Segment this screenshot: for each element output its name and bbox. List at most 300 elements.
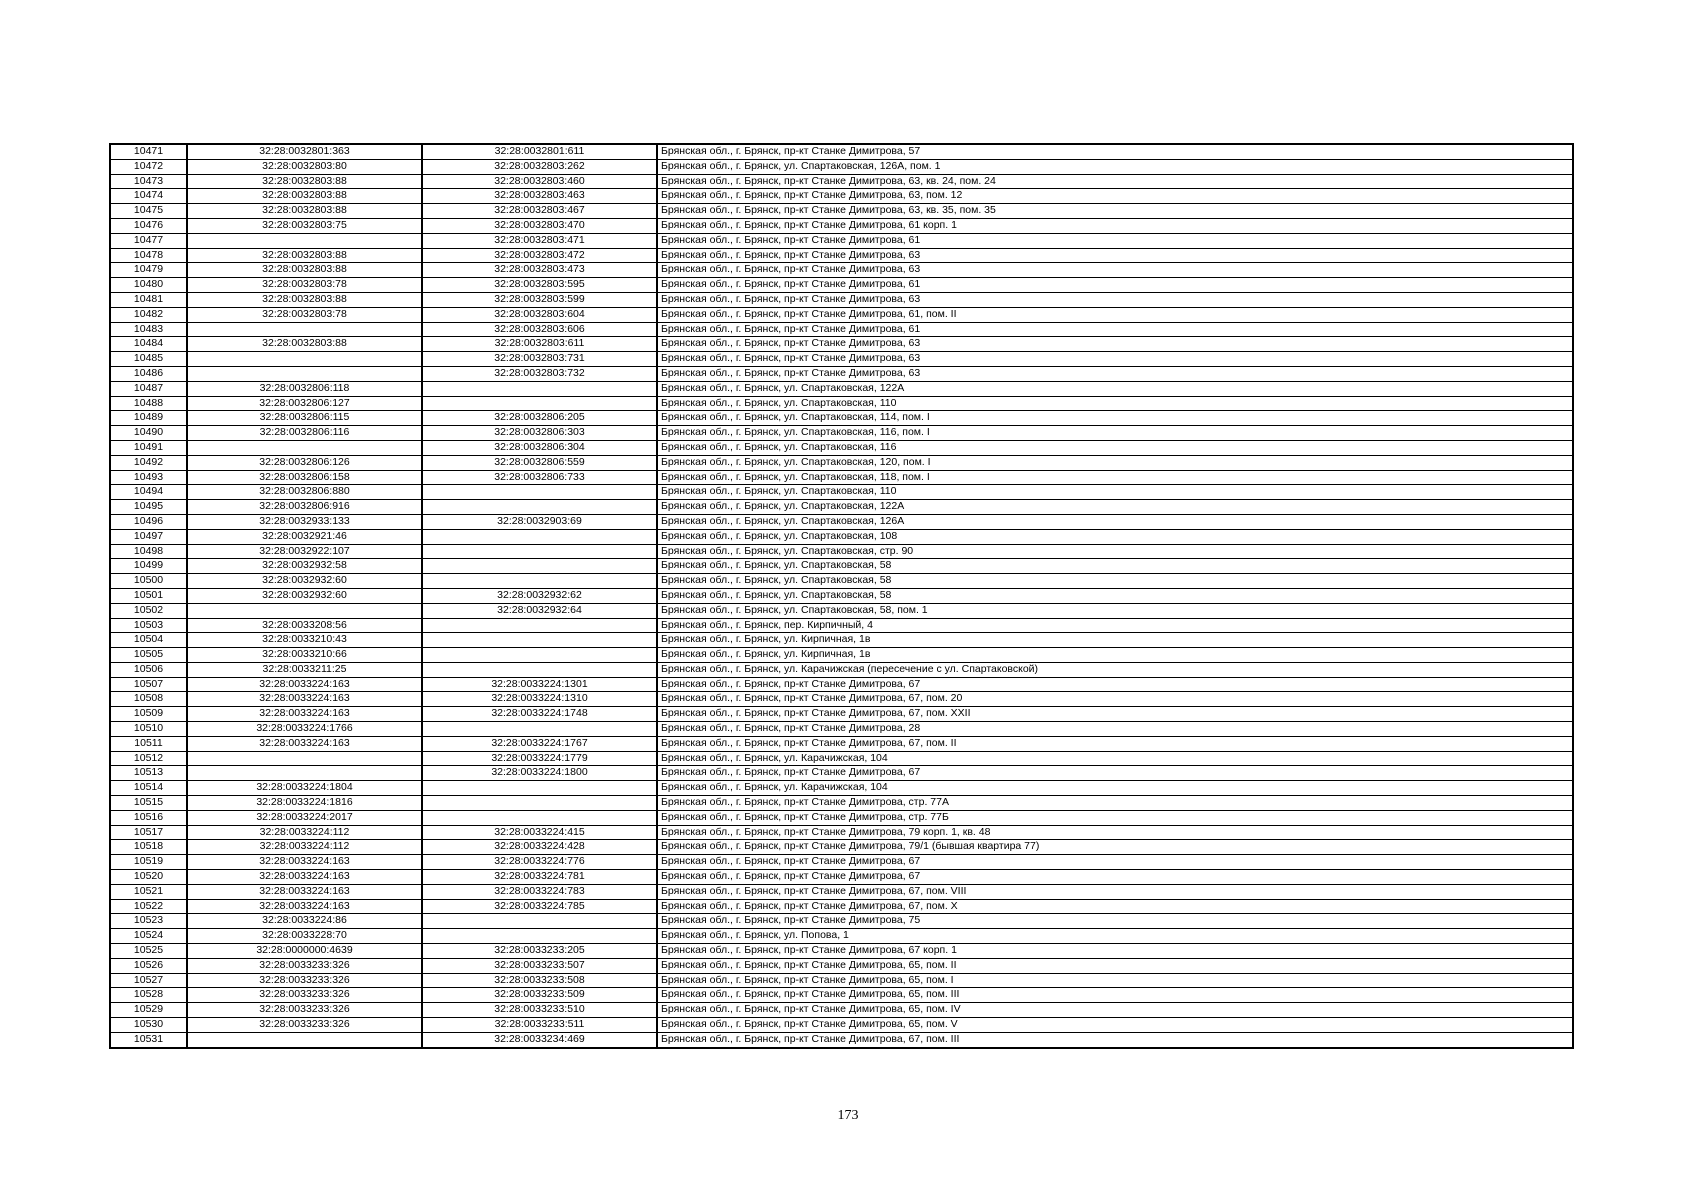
- building-cadastral-number-cell: 32:28:0032803:604: [422, 307, 657, 322]
- land-cadastral-number-cell: 32:28:0033224:163: [187, 677, 422, 692]
- row-number-cell: 10486: [110, 366, 187, 381]
- land-cadastral-number-cell: [187, 766, 422, 781]
- address-cell: Брянская обл., г. Брянск, ул. Спартаковская, 116: [657, 440, 1573, 455]
- land-cadastral-number-cell: 32:28:0032803:88: [187, 337, 422, 352]
- row-number-cell: 10529: [110, 1003, 187, 1018]
- building-cadastral-number-cell: 32:28:0032803:611: [422, 337, 657, 352]
- building-cadastral-number-cell: [422, 914, 657, 929]
- table-row: [110, 973, 1573, 988]
- table-row: [110, 603, 1573, 618]
- land-cadastral-number-cell: 32:28:0033224:1816: [187, 796, 422, 811]
- land-cadastral-number-cell: 32:28:0032801:363: [187, 144, 422, 159]
- building-cadastral-number-cell: 32:28:0033224:1748: [422, 707, 657, 722]
- table-row: [110, 174, 1573, 189]
- table-row: [110, 914, 1573, 929]
- land-cadastral-number-cell: 32:28:0032806:158: [187, 470, 422, 485]
- table-row: [110, 929, 1573, 944]
- table-row: [110, 1018, 1573, 1033]
- building-cadastral-number-cell: [422, 722, 657, 737]
- row-number-cell: 10484: [110, 337, 187, 352]
- row-number-cell: 10502: [110, 603, 187, 618]
- address-cell: Брянская обл., г. Брянск, пр-кт Станке Димитрова, 67, пом. III: [657, 1032, 1573, 1047]
- building-cadastral-number-cell: [422, 574, 657, 589]
- building-cadastral-number-cell: 32:28:0032803:470: [422, 218, 657, 233]
- table-row: [110, 1003, 1573, 1018]
- row-number-cell: 10521: [110, 884, 187, 899]
- land-cadastral-number-cell: [187, 233, 422, 248]
- building-cadastral-number-cell: 32:28:0032801:611: [422, 144, 657, 159]
- table-row: [110, 899, 1573, 914]
- table-row: [110, 352, 1573, 367]
- land-cadastral-number-cell: 32:28:0033224:163: [187, 884, 422, 899]
- land-cadastral-number-cell: 32:28:0033210:66: [187, 648, 422, 663]
- row-number-cell: 10526: [110, 958, 187, 973]
- table-row: [110, 588, 1573, 603]
- address-cell: Брянская обл., г. Брянск, ул. Спартаковская, 116, пом. I: [657, 426, 1573, 441]
- address-cell: Брянская обл., г. Брянск, пр-кт Станке Димитрова, 79/1 (бывшая квартира 77): [657, 840, 1573, 855]
- building-cadastral-number-cell: 32:28:0033224:1779: [422, 751, 657, 766]
- building-cadastral-number-cell: 32:28:0032803:473: [422, 263, 657, 278]
- building-cadastral-number-cell: 32:28:0032803:595: [422, 278, 657, 293]
- table-row: [110, 574, 1573, 589]
- land-cadastral-number-cell: 32:28:0032806:916: [187, 500, 422, 515]
- land-cadastral-number-cell: 32:28:0033233:326: [187, 958, 422, 973]
- address-cell: Брянская обл., г. Брянск, пр-кт Станке Димитрова, стр. 77А: [657, 796, 1573, 811]
- registry-table: [109, 143, 1574, 1049]
- row-number-cell: 10491: [110, 440, 187, 455]
- table-row: [110, 337, 1573, 352]
- address-cell: Брянская обл., г. Брянск, пр-кт Станке Димитрова, 67: [657, 855, 1573, 870]
- table-row: [110, 159, 1573, 174]
- table-row: [110, 529, 1573, 544]
- land-cadastral-number-cell: 32:28:0032933:133: [187, 514, 422, 529]
- land-cadastral-number-cell: 32:28:0032922:107: [187, 544, 422, 559]
- address-cell: Брянская обл., г. Брянск, пр-кт Станке Димитрова, 63: [657, 248, 1573, 263]
- table-row: [110, 707, 1573, 722]
- table-row: [110, 633, 1573, 648]
- row-number-cell: 10492: [110, 455, 187, 470]
- building-cadastral-number-cell: 32:28:0032803:460: [422, 174, 657, 189]
- land-cadastral-number-cell: 32:28:0033233:326: [187, 988, 422, 1003]
- building-cadastral-number-cell: [422, 648, 657, 663]
- address-cell: Брянская обл., г. Брянск, пр-кт Станке Димитрова, 65, пом. III: [657, 988, 1573, 1003]
- address-cell: Брянская обл., г. Брянск, ул. Карачижская (пересечение с ул. Спартаковской): [657, 662, 1573, 677]
- table-row: [110, 884, 1573, 899]
- land-cadastral-number-cell: 32:28:0032803:78: [187, 307, 422, 322]
- table-row: [110, 751, 1573, 766]
- address-cell: Брянская обл., г. Брянск, пр-кт Станке Димитрова, стр. 77Б: [657, 810, 1573, 825]
- address-cell: Брянская обл., г. Брянск, ул. Спартаковская, 122А: [657, 381, 1573, 396]
- address-cell: Брянская обл., г. Брянск, пр-кт Станке Димитрова, 63: [657, 366, 1573, 381]
- address-cell: Брянская обл., г. Брянск, пр-кт Станке Димитрова, 61, пом. II: [657, 307, 1573, 322]
- table-row: [110, 263, 1573, 278]
- building-cadastral-number-cell: 32:28:0032803:463: [422, 189, 657, 204]
- building-cadastral-number-cell: 32:28:0033224:781: [422, 870, 657, 885]
- table-row: [110, 781, 1573, 796]
- table-row: [110, 840, 1573, 855]
- table-row: [110, 692, 1573, 707]
- table-row: [110, 796, 1573, 811]
- address-cell: Брянская обл., г. Брянск, пр-кт Станке Димитрова, 79 корп. 1, кв. 48: [657, 825, 1573, 840]
- address-cell: Брянская обл., г. Брянск, пр-кт Станке Димитрова, 65, пом. IV: [657, 1003, 1573, 1018]
- address-cell: Брянская обл., г. Брянск, пр-кт Станке Димитрова, 63: [657, 292, 1573, 307]
- building-cadastral-number-cell: [422, 662, 657, 677]
- building-cadastral-number-cell: 32:28:0033224:415: [422, 825, 657, 840]
- address-cell: Брянская обл., г. Брянск, пр-кт Станке Димитрова, 61: [657, 322, 1573, 337]
- address-cell: Брянская обл., г. Брянск, ул. Спартаковская, 58, пом. 1: [657, 603, 1573, 618]
- address-cell: Брянская обл., г. Брянск, ул. Спартаковская, 120, пом. I: [657, 455, 1573, 470]
- land-cadastral-number-cell: 32:28:0033233:326: [187, 1003, 422, 1018]
- address-cell: Брянская обл., г. Брянск, пр-кт Станке Димитрова, 65, пом. II: [657, 958, 1573, 973]
- row-number-cell: 10478: [110, 248, 187, 263]
- row-number-cell: 10480: [110, 278, 187, 293]
- building-cadastral-number-cell: 32:28:0032803:471: [422, 233, 657, 248]
- land-cadastral-number-cell: 32:28:0032803:88: [187, 189, 422, 204]
- building-cadastral-number-cell: 32:28:0032903:69: [422, 514, 657, 529]
- land-cadastral-number-cell: 32:28:0033224:1804: [187, 781, 422, 796]
- table-row: [110, 810, 1573, 825]
- land-cadastral-number-cell: 32:28:0032932:60: [187, 574, 422, 589]
- building-cadastral-number-cell: [422, 381, 657, 396]
- row-number-cell: 10498: [110, 544, 187, 559]
- address-cell: Брянская обл., г. Брянск, пр-кт Станке Димитрова, 65, пом. V: [657, 1018, 1573, 1033]
- building-cadastral-number-cell: 32:28:0033233:509: [422, 988, 657, 1003]
- land-cadastral-number-cell: 32:28:0032921:46: [187, 529, 422, 544]
- address-cell: Брянская обл., г. Брянск, пр-кт Станке Димитрова, 63, кв. 35, пом. 35: [657, 204, 1573, 219]
- row-number-cell: 10522: [110, 899, 187, 914]
- address-cell: Брянская обл., г. Брянск, ул. Спартаковская, 58: [657, 574, 1573, 589]
- row-number-cell: 10495: [110, 500, 187, 515]
- address-cell: Брянская обл., г. Брянск, ул. Спартаковская, 108: [657, 529, 1573, 544]
- building-cadastral-number-cell: 32:28:0032806:733: [422, 470, 657, 485]
- land-cadastral-number-cell: [187, 352, 422, 367]
- table-row: [110, 381, 1573, 396]
- building-cadastral-number-cell: 32:28:0033233:507: [422, 958, 657, 973]
- address-cell: Брянская обл., г. Брянск, пр-кт Станке Димитрова, 67: [657, 766, 1573, 781]
- address-cell: Брянская обл., г. Брянск, пр-кт Станке Димитрова, 67: [657, 677, 1573, 692]
- row-number-cell: 10512: [110, 751, 187, 766]
- land-cadastral-number-cell: 32:28:0032806:115: [187, 411, 422, 426]
- building-cadastral-number-cell: 32:28:0032806:205: [422, 411, 657, 426]
- address-cell: Брянская обл., г. Брянск, пр-кт Станке Димитрова, 63: [657, 337, 1573, 352]
- land-cadastral-number-cell: 32:28:0033224:2017: [187, 810, 422, 825]
- building-cadastral-number-cell: [422, 559, 657, 574]
- building-cadastral-number-cell: [422, 396, 657, 411]
- row-number-cell: 10488: [110, 396, 187, 411]
- row-number-cell: 10515: [110, 796, 187, 811]
- table-row: [110, 455, 1573, 470]
- land-cadastral-number-cell: 32:28:0032803:88: [187, 174, 422, 189]
- building-cadastral-number-cell: 32:28:0033224:1800: [422, 766, 657, 781]
- address-cell: Брянская обл., г. Брянск, пр-кт Станке Димитрова, 75: [657, 914, 1573, 929]
- land-cadastral-number-cell: [187, 751, 422, 766]
- building-cadastral-number-cell: 32:28:0032803:606: [422, 322, 657, 337]
- row-number-cell: 10520: [110, 870, 187, 885]
- row-number-cell: 10517: [110, 825, 187, 840]
- address-cell: Брянская обл., г. Брянск, пр-кт Станке Димитрова, 63: [657, 352, 1573, 367]
- table-row: [110, 544, 1573, 559]
- row-number-cell: 10506: [110, 662, 187, 677]
- building-cadastral-number-cell: 32:28:0032803:262: [422, 159, 657, 174]
- table-row: [110, 958, 1573, 973]
- land-cadastral-number-cell: 32:28:0033224:112: [187, 825, 422, 840]
- row-number-cell: 10471: [110, 144, 187, 159]
- land-cadastral-number-cell: 32:28:0032803:78: [187, 278, 422, 293]
- table-row: [110, 559, 1573, 574]
- table-row: [110, 292, 1573, 307]
- row-number-cell: 10530: [110, 1018, 187, 1033]
- table-row: [110, 677, 1573, 692]
- row-number-cell: 10475: [110, 204, 187, 219]
- land-cadastral-number-cell: 32:28:0032803:88: [187, 248, 422, 263]
- building-cadastral-number-cell: 32:28:0032806:559: [422, 455, 657, 470]
- building-cadastral-number-cell: [422, 618, 657, 633]
- address-cell: Брянская обл., г. Брянск, пр-кт Станке Димитрова, 67, пом. VIII: [657, 884, 1573, 899]
- row-number-cell: 10496: [110, 514, 187, 529]
- row-number-cell: 10487: [110, 381, 187, 396]
- building-cadastral-number-cell: 32:28:0033224:783: [422, 884, 657, 899]
- table-row: [110, 307, 1573, 322]
- land-cadastral-number-cell: [187, 366, 422, 381]
- table-row: [110, 218, 1573, 233]
- table-row: [110, 618, 1573, 633]
- row-number-cell: 10501: [110, 588, 187, 603]
- land-cadastral-number-cell: 32:28:0033233:326: [187, 1018, 422, 1033]
- row-number-cell: 10483: [110, 322, 187, 337]
- building-cadastral-number-cell: 32:28:0032932:62: [422, 588, 657, 603]
- address-cell: Брянская обл., г. Брянск, пр-кт Станке Димитрова, 61: [657, 233, 1573, 248]
- address-cell: Брянская обл., г. Брянск, пр-кт Станке Димитрова, 67, пом. II: [657, 736, 1573, 751]
- land-cadastral-number-cell: 32:28:0032806:118: [187, 381, 422, 396]
- land-cadastral-number-cell: 32:28:0033224:163: [187, 736, 422, 751]
- row-number-cell: 10531: [110, 1032, 187, 1047]
- row-number-cell: 10519: [110, 855, 187, 870]
- table-row: [110, 500, 1573, 515]
- building-cadastral-number-cell: [422, 810, 657, 825]
- building-cadastral-number-cell: [422, 633, 657, 648]
- building-cadastral-number-cell: 32:28:0033234:469: [422, 1032, 657, 1047]
- address-cell: Брянская обл., г. Брянск, ул. Карачижская, 104: [657, 781, 1573, 796]
- row-number-cell: 10505: [110, 648, 187, 663]
- row-number-cell: 10472: [110, 159, 187, 174]
- table-row: [110, 870, 1573, 885]
- address-cell: Брянская обл., г. Брянск, ул. Спартаковская, 118, пом. I: [657, 470, 1573, 485]
- table-row: [110, 322, 1573, 337]
- table-row: [110, 736, 1573, 751]
- row-number-cell: 10485: [110, 352, 187, 367]
- address-cell: Брянская обл., г. Брянск, пр-кт Станке Димитрова, 67, пом. X: [657, 899, 1573, 914]
- table-row: [110, 426, 1573, 441]
- building-cadastral-number-cell: 32:28:0032803:599: [422, 292, 657, 307]
- page-number: 173: [837, 1108, 859, 1123]
- table-row: [110, 411, 1573, 426]
- land-cadastral-number-cell: 32:28:0032806:880: [187, 485, 422, 500]
- table-row: [110, 366, 1573, 381]
- address-cell: Брянская обл., г. Брянск, ул. Карачижская, 104: [657, 751, 1573, 766]
- building-cadastral-number-cell: [422, 544, 657, 559]
- row-number-cell: 10489: [110, 411, 187, 426]
- building-cadastral-number-cell: [422, 485, 657, 500]
- building-cadastral-number-cell: 32:28:0033233:205: [422, 944, 657, 959]
- row-number-cell: 10516: [110, 810, 187, 825]
- row-number-cell: 10474: [110, 189, 187, 204]
- registry-table-body: [110, 144, 1573, 1048]
- building-cadastral-number-cell: [422, 500, 657, 515]
- land-cadastral-number-cell: 32:28:0033228:70: [187, 929, 422, 944]
- building-cadastral-number-cell: 32:28:0032803:472: [422, 248, 657, 263]
- table-row: [110, 248, 1573, 263]
- row-number-cell: 10490: [110, 426, 187, 441]
- row-number-cell: 10527: [110, 973, 187, 988]
- address-cell: Брянская обл., г. Брянск, пр-кт Станке Димитрова, 28: [657, 722, 1573, 737]
- table-row: [110, 662, 1573, 677]
- row-number-cell: 10504: [110, 633, 187, 648]
- address-cell: Брянская обл., г. Брянск, ул. Спартаковская, 110: [657, 485, 1573, 500]
- building-cadastral-number-cell: 32:28:0033224:1301: [422, 677, 657, 692]
- row-number-cell: 10499: [110, 559, 187, 574]
- row-number-cell: 10524: [110, 929, 187, 944]
- table-row: [110, 189, 1573, 204]
- building-cadastral-number-cell: 32:28:0032803:732: [422, 366, 657, 381]
- building-cadastral-number-cell: 32:28:0033224:428: [422, 840, 657, 855]
- row-number-cell: 10513: [110, 766, 187, 781]
- address-cell: Брянская обл., г. Брянск, пр-кт Станке Димитрова, 63, пом. 12: [657, 189, 1573, 204]
- address-cell: Брянская обл., г. Брянск, пр-кт Станке Димитрова, 67: [657, 870, 1573, 885]
- row-number-cell: 10493: [110, 470, 187, 485]
- row-number-cell: 10518: [110, 840, 187, 855]
- table-row: [110, 855, 1573, 870]
- building-cadastral-number-cell: [422, 529, 657, 544]
- address-cell: Брянская обл., г. Брянск, пр-кт Станке Димитрова, 63, кв. 24, пом. 24: [657, 174, 1573, 189]
- table-row: [110, 485, 1573, 500]
- row-number-cell: 10481: [110, 292, 187, 307]
- address-cell: Брянская обл., г. Брянск, пр-кт Станке Димитрова, 67, пом. 20: [657, 692, 1573, 707]
- address-cell: Брянская обл., г. Брянск, ул. Кирпичная, 1в: [657, 648, 1573, 663]
- land-cadastral-number-cell: 32:28:0033224:163: [187, 692, 422, 707]
- address-cell: Брянская обл., г. Брянск, ул. Спартаковская, стр. 90: [657, 544, 1573, 559]
- building-cadastral-number-cell: 32:28:0033233:510: [422, 1003, 657, 1018]
- row-number-cell: 10508: [110, 692, 187, 707]
- table-row: [110, 514, 1573, 529]
- land-cadastral-number-cell: 32:28:0032932:58: [187, 559, 422, 574]
- building-cadastral-number-cell: 32:28:0032932:64: [422, 603, 657, 618]
- land-cadastral-number-cell: [187, 603, 422, 618]
- building-cadastral-number-cell: 32:28:0032806:304: [422, 440, 657, 455]
- table-row: [110, 944, 1573, 959]
- building-cadastral-number-cell: 32:28:0033233:511: [422, 1018, 657, 1033]
- address-cell: Брянская обл., г. Брянск, ул. Кирпичная, 1в: [657, 633, 1573, 648]
- row-number-cell: 10509: [110, 707, 187, 722]
- table-row: [110, 233, 1573, 248]
- table-row: [110, 648, 1573, 663]
- table-row: [110, 204, 1573, 219]
- land-cadastral-number-cell: 32:28:0033208:56: [187, 618, 422, 633]
- table-row: [110, 766, 1573, 781]
- land-cadastral-number-cell: [187, 440, 422, 455]
- land-cadastral-number-cell: 32:28:0032803:88: [187, 292, 422, 307]
- address-cell: Брянская обл., г. Брянск, ул. Спартаковская, 122А: [657, 500, 1573, 515]
- building-cadastral-number-cell: 32:28:0033233:508: [422, 973, 657, 988]
- land-cadastral-number-cell: 32:28:0032803:75: [187, 218, 422, 233]
- land-cadastral-number-cell: 32:28:0033211:25: [187, 662, 422, 677]
- land-cadastral-number-cell: 32:28:0032932:60: [187, 588, 422, 603]
- land-cadastral-number-cell: 32:28:0033224:1766: [187, 722, 422, 737]
- land-cadastral-number-cell: 32:28:0033224:163: [187, 707, 422, 722]
- row-number-cell: 10525: [110, 944, 187, 959]
- address-cell: Брянская обл., г. Брянск, ул. Попова, 1: [657, 929, 1573, 944]
- address-cell: Брянская обл., г. Брянск, ул. Спартаковская, 58: [657, 559, 1573, 574]
- address-cell: Брянская обл., г. Брянск, пер. Кирпичный, 4: [657, 618, 1573, 633]
- land-cadastral-number-cell: 32:28:0000000:4639: [187, 944, 422, 959]
- land-cadastral-number-cell: 32:28:0033224:163: [187, 899, 422, 914]
- row-number-cell: 10494: [110, 485, 187, 500]
- row-number-cell: 10479: [110, 263, 187, 278]
- address-cell: Брянская обл., г. Брянск, пр-кт Станке Димитрова, 57: [657, 144, 1573, 159]
- row-number-cell: 10477: [110, 233, 187, 248]
- table-row: [110, 278, 1573, 293]
- building-cadastral-number-cell: 32:28:0032806:303: [422, 426, 657, 441]
- land-cadastral-number-cell: 32:28:0033233:326: [187, 973, 422, 988]
- land-cadastral-number-cell: 32:28:0032806:127: [187, 396, 422, 411]
- land-cadastral-number-cell: 32:28:0033224:163: [187, 855, 422, 870]
- building-cadastral-number-cell: 32:28:0032803:731: [422, 352, 657, 367]
- address-cell: Брянская обл., г. Брянск, ул. Спартаковская, 114, пом. I: [657, 411, 1573, 426]
- land-cadastral-number-cell: 32:28:0032803:88: [187, 204, 422, 219]
- address-cell: Брянская обл., г. Брянск, ул. Спартаковская, 126А: [657, 514, 1573, 529]
- address-cell: Брянская обл., г. Брянск, ул. Спартаковская, 58: [657, 588, 1573, 603]
- address-cell: Брянская обл., г. Брянск, пр-кт Станке Димитрова, 67, пом. XXII: [657, 707, 1573, 722]
- land-cadastral-number-cell: 32:28:0032806:116: [187, 426, 422, 441]
- land-cadastral-number-cell: 32:28:0033224:163: [187, 870, 422, 885]
- table-row: [110, 722, 1573, 737]
- address-cell: Брянская обл., г. Брянск, ул. Спартаковская, 126А, пом. 1: [657, 159, 1573, 174]
- table-row: [110, 396, 1573, 411]
- building-cadastral-number-cell: [422, 796, 657, 811]
- row-number-cell: 10523: [110, 914, 187, 929]
- row-number-cell: 10476: [110, 218, 187, 233]
- building-cadastral-number-cell: [422, 929, 657, 944]
- row-number-cell: 10497: [110, 529, 187, 544]
- address-cell: Брянская обл., г. Брянск, пр-кт Станке Димитрова, 63: [657, 263, 1573, 278]
- row-number-cell: 10514: [110, 781, 187, 796]
- land-cadastral-number-cell: 32:28:0032806:126: [187, 455, 422, 470]
- building-cadastral-number-cell: 32:28:0033224:1310: [422, 692, 657, 707]
- row-number-cell: 10507: [110, 677, 187, 692]
- address-cell: Брянская обл., г. Брянск, пр-кт Станке Димитрова, 65, пом. I: [657, 973, 1573, 988]
- land-cadastral-number-cell: 32:28:0033224:86: [187, 914, 422, 929]
- table-row: [110, 470, 1573, 485]
- address-cell: Брянская обл., г. Брянск, пр-кт Станке Димитрова, 67 корп. 1: [657, 944, 1573, 959]
- table-row: [110, 988, 1573, 1003]
- row-number-cell: 10473: [110, 174, 187, 189]
- building-cadastral-number-cell: [422, 781, 657, 796]
- row-number-cell: 10482: [110, 307, 187, 322]
- row-number-cell: 10528: [110, 988, 187, 1003]
- land-cadastral-number-cell: [187, 322, 422, 337]
- table-row: [110, 144, 1573, 159]
- address-cell: Брянская обл., г. Брянск, пр-кт Станке Димитрова, 61: [657, 278, 1573, 293]
- table-row: [110, 440, 1573, 455]
- land-cadastral-number-cell: [187, 1032, 422, 1047]
- row-number-cell: 10500: [110, 574, 187, 589]
- land-cadastral-number-cell: 32:28:0032803:88: [187, 263, 422, 278]
- building-cadastral-number-cell: 32:28:0033224:776: [422, 855, 657, 870]
- table-row: [110, 825, 1573, 840]
- table-row: [110, 1032, 1573, 1047]
- row-number-cell: 10510: [110, 722, 187, 737]
- building-cadastral-number-cell: 32:28:0033224:1767: [422, 736, 657, 751]
- building-cadastral-number-cell: 32:28:0032803:467: [422, 204, 657, 219]
